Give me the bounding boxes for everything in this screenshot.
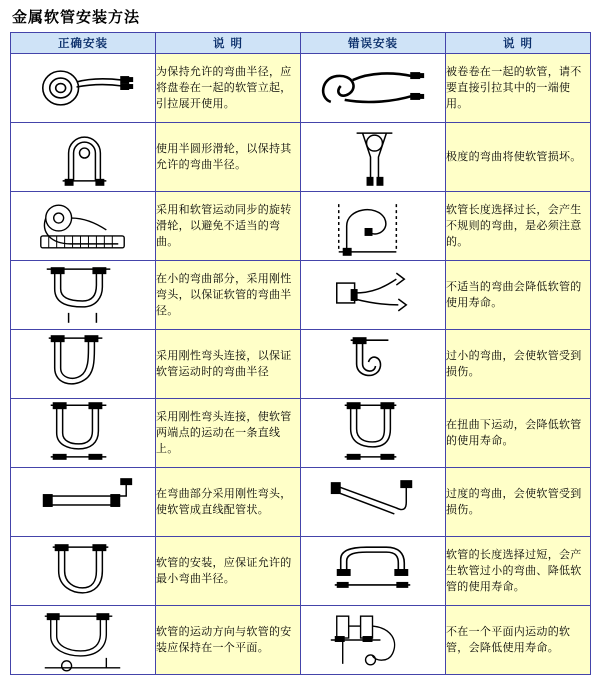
figure-min-bend-radius-u [11,537,156,606]
figure-improper-sharp-bend [301,261,446,330]
figure-coiled-hose-pulled [301,54,446,123]
table-row [11,606,591,675]
description-text: 被卷卷在一起的软管，请不要直接引拉其中的一端使用。 [446,54,591,123]
header-correct-install: 正确安装 [11,33,156,54]
hose-installation-table [10,32,591,675]
description-text: 软管的安装，应保证允许的最小弯曲半径。 [156,537,301,606]
table-row [11,468,591,537]
description-text: 软管的长度选择过短，会产生软管过小的弯曲、降低软管的使用寿命。 [446,537,591,606]
figure-rigid-elbow-straight-line [11,399,156,468]
figure-rigid-elbow-connection [11,330,156,399]
figure-same-plane-motion [11,606,156,675]
table-row [11,399,591,468]
description-text: 不适当的弯曲会降低软管的使用寿命。 [446,261,591,330]
figure-sync-rotating-sheave [11,192,156,261]
figure-excess-length-loop [301,192,446,261]
description-text: 过小的弯曲，会使软管受到损伤。 [446,330,591,399]
description-text: 采用和软管运动同步的旋转滑轮，以避免不适当的弯曲。 [156,192,301,261]
figure-out-of-plane-motion [301,606,446,675]
header-wrong-install: 错误安装 [301,33,446,54]
header-correct-desc: 说 明 [156,33,301,54]
description-text: 采用刚性弯头连接，以保证软管运动时的弯曲半径 [156,330,301,399]
figure-straight-pipe-with-elbow [11,468,156,537]
description-text: 软管长度选择过长，会产生不规则的弯曲，是必须注意的。 [446,192,591,261]
header-wrong-desc: 说 明 [446,33,591,54]
table-row [11,330,591,399]
figure-twisting-motion [301,399,446,468]
figure-coiled-hose-upright [11,54,156,123]
description-text: 不在一个平面内运动的软管，会降低使用寿命。 [446,606,591,675]
description-text: 为保持允许的弯曲半径，应将盘卷在一起的软管立起，引拉展开使用。 [156,54,301,123]
description-text: 软管的运动方向与软管的安装应保持在一个平面。 [156,606,301,675]
description-text: 采用刚性弯头连接，使软管两端点的运动在一条直线上。 [156,399,301,468]
figure-semicircular-sheave [11,123,156,192]
figure-over-bending [301,468,446,537]
description-text: 极度的弯曲将使软管损坏。 [446,123,591,192]
page-title: 金属软管安装方法 [12,8,141,26]
table-header-row [11,33,591,54]
description-text: 在扭曲下运动，会降低软管的使用寿命。 [446,399,591,468]
table-row [11,537,591,606]
figure-too-small-bend [301,330,446,399]
figure-too-long-hose-u [301,537,446,606]
table-row [11,192,591,261]
description-text: 使用半圆形滑轮，以保持其允许的弯曲半径。 [156,123,301,192]
description-text: 在小的弯曲部分，采用刚性弯头，以保证软管的弯曲半径。 [156,261,301,330]
figure-rigid-bend-small-radius [11,261,156,330]
table-row [11,261,591,330]
table-row [11,54,591,123]
description-text: 在弯曲部分采用刚性弯头，使软管成直线配管状。 [156,468,301,537]
description-text: 过度的弯曲，会使软管受到损伤。 [446,468,591,537]
figure-sharp-bend-pulley [301,123,446,192]
table-row [11,123,591,192]
